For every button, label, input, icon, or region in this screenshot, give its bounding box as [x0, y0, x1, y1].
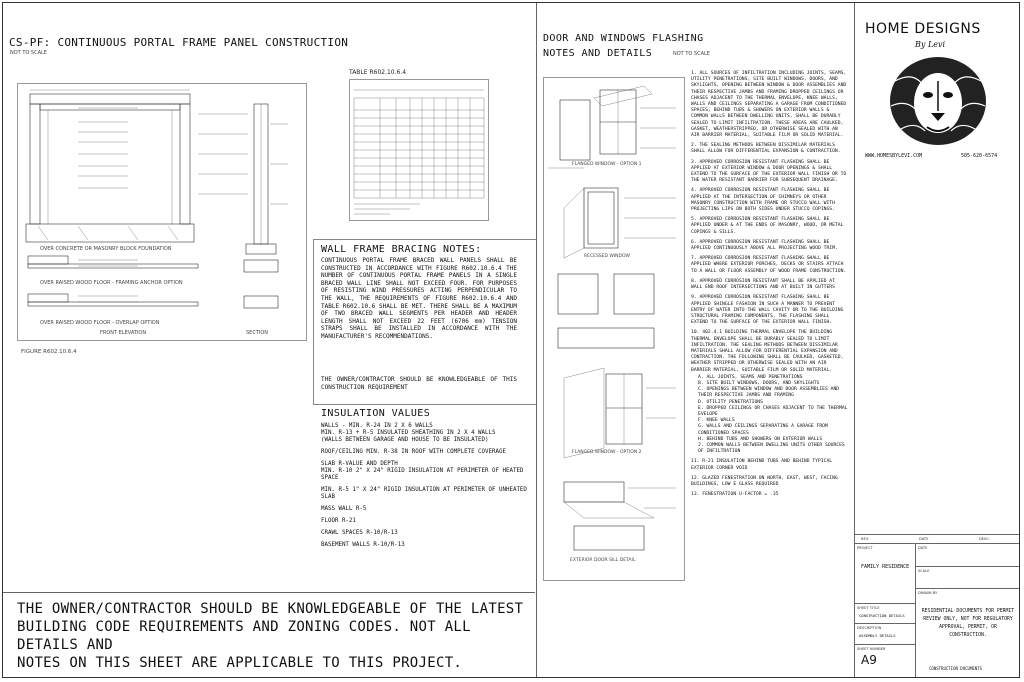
flashing-note-13: 13. FENESTRATION U-FACTOR = .35 [691, 492, 779, 498]
flashing-note-9: 9. APPROVED CORROSION RESISTANT FLASHING SHALL BE APPLIED SHINGLE FASHION IN SUCH A MANNER TO PREVENT ENTRY OF WATER INTO THE WALL CAVITY OR TO THE BUILDING STRUCTURAL FRAMING COMPONENTS. THE FLASHING SHALL EXTEND TO THE SURFACE OF THE EXTERIOR WALL FINISH. [691, 295, 844, 326]
tb-divider-rev [854, 543, 1020, 544]
door-windows-scale: NOT TO SCALE [673, 51, 710, 57]
caption-flanged-1: FLANGED WINDOW - OPTION 1 [572, 162, 642, 167]
tb-sheet-number: A9 [861, 653, 877, 667]
table-title: TABLE R602.10.6.4 [349, 69, 407, 76]
flashing-details-svg [544, 78, 684, 580]
tb-project-value: FAMILY RESIDENCE [861, 564, 910, 570]
caption-flanged-2: FLANGED WINDOW - OPTION 2 [572, 450, 642, 455]
bracing-table [349, 79, 489, 221]
flashing-sub-item: B. SITE BUILT WINDOWS, DOORS, AND SKYLIGHTS [698, 380, 820, 386]
owner-contractor-note: THE OWNER/CONTRACTOR SHOULD BE KNOWLEDGEABLE OF THE LATEST BUILDING CODE REQUIREMENTS AND ZONING CODES. NOT ALL DETAILS AND NOTES ON THIS SHEET ARE APPLICABLE TO THIS PROJECT. [17, 601, 524, 671]
company-website: WWW.HOMESBYLEVI.COM [865, 153, 923, 159]
wall-bracing-paragraph-1: CONTINUOUS PORTAL FRAME BRACED WALL PANELS SHALL BE CONSTRUCTED IN ACCORDANCE WITH FIGURE R602.10.6.4 THE NUMBER OF CONTINUOUS PORTAL FRAME PANELS IN A SINGLE BRACED WALL LINE SHALL NOT EXCEED FOUR. FOR PURPOSES OF RESISTING WIND PRESSURES ACTING PERPENDICULAR TO THE WALL, THE REQUIREMENTS OF FIGURE R602.10.6.4 AND TABLE R602.10.6 SHALL BE MET. THERE SHALL BE A MAXIMUM OF TWO BRACED WALL SEGMENTS PER HEADER AND HEADER LENGTH SHALL NOT EXCEED 22 FEET (6706 mm) TENSION STRAPS SHALL BE INSTALLED IN ACCORDANCE WITH THE MANUFACTURER'S RECOMMENDATIONS. [321, 257, 517, 340]
door-windows-title-2: NOTES AND DETAILS [543, 48, 653, 59]
figure-label: FIGURE R602.10.6.4 [21, 349, 77, 355]
flashing-note-4: 4. APPROVED CORROSION RESISTANT FLASHING SHALL BE APPLIED AT THE INTERSECTION OF CHIMNEYS OR OTHER MASONRY CONSTRUCTION WITH FRAME OR STUCCO WALL WITH PROJECTING LIPS ON BOTH SIDES UNDER STUCCO COPINGS. [691, 188, 835, 213]
tb-divider-project [854, 603, 915, 604]
lion-logo-icon [883, 51, 993, 147]
tb-date-header: DATE [919, 537, 929, 541]
tb-sheet-title-label: SHEET TITLE [857, 606, 880, 610]
insulation-roof: ROOF/CEILING MIN. R-38 IN ROOF WITH COMPLETE COVERAGE [321, 449, 506, 455]
flashing-sub-item: G. WALLS AND CEILINGS SEPARATING A GARAGE FROM CONDITIONED SPACES [698, 424, 828, 436]
bracing-table-grid [350, 80, 488, 220]
tb-vertical-divider [915, 543, 916, 678]
company-name: HOME DESIGNS [865, 21, 981, 37]
detail-label-anchor: OVER RAISED WOOD FLOOR - FRAMING ANCHOR OPTION [40, 280, 183, 286]
flashing-sub-item: F. KNEE WALLS [698, 418, 735, 424]
flashing-note-7: 7. APPROVED CORROSION RESISTANT FLASHING SHALL BE APPLIED WHERE EXTERIOR PORCHES, DECKS OR STAIRS ATTACH TO A WALL OR FLOOR ASSEMBLY OF WOOD FRAME CONSTRUCTION. [691, 256, 847, 274]
tb-divider-sheet [854, 623, 915, 624]
tb-project-label: PROJECT [857, 546, 873, 550]
tb-description-value: ASSEMBLY DETAILS [859, 633, 896, 638]
tb-date-label: DATE [918, 546, 928, 550]
flashing-note-8: 8. APPROVED CORROSION RESISTANT SHALL BE APPLIED AT WALL END ROOF INTERSECTIONS AND AT BUILT IN GUTTERS [691, 278, 835, 291]
portal-frame-title: CS-PF: CONTINUOUS PORTAL FRAME PANEL CONSTRUCTION [9, 36, 349, 49]
tb-rev-header: REV. [861, 537, 869, 541]
company-phone: 505-620-6574 [961, 153, 998, 159]
flashing-sub-item: H. BEHIND TUBS AND SHOWERS ON EXTERIOR WALLS [698, 436, 823, 442]
tb-divider-desc [854, 644, 915, 645]
insulation-basement: BASEMENT WALLS R-10/R-13 [321, 542, 405, 548]
insulation-title: INSULATION VALUES [321, 408, 431, 419]
tb-desc-header: DESC. [979, 537, 990, 541]
flashing-note-2: 2. THE SEALING METHODS BETWEEN DISSIMILAR MATERIALS SHALL ALLOW FOR DIFFERENTIAL EXPANSION & CONTRACTION. [691, 143, 841, 155]
flashing-notes [691, 71, 849, 502]
flashing-note-6: 6. APPROVED CORROSION RESISTANT FLASHING SHALL BE APPLIED CONTINUOUSLY ABOVE ALL PROJECTING WOOD TRIM. [691, 239, 838, 252]
flashing-details-drawing [543, 77, 685, 581]
portal-frame-scale: NOT TO SCALE [10, 50, 47, 56]
column-divider-2 [854, 3, 855, 678]
portal-frame-elevation-drawing [18, 84, 306, 340]
tb-sheet-title-value: CONSTRUCTION DETAILS [859, 613, 905, 618]
section-caption: SECTION [246, 330, 269, 336]
portal-frame-drawing [17, 83, 307, 341]
flashing-sub-item: D. UTILITY PENETRATIONS [698, 399, 763, 405]
flashing-sub-item: C. OPENINGS BETWEEN WINDOW AND DOOR ASSEMBLIES AND THEIR RESPECTIVE JAMBS AND FRAMING [698, 387, 840, 399]
caption-recessed: RECESSED WINDOW [584, 254, 631, 259]
front-elevation-caption: FRONT ELEVATION [100, 330, 147, 336]
flashing-sub-item: E. DROPPED CEILINGS OR CHASES ADJACENT TO THE THERMAL EVELOPE [698, 405, 848, 417]
tb-sheet-number-label: SHEET NUMBER [857, 647, 886, 651]
insulation-walls: WALLS - MIN. R-24 IN 2 X 6 WALLS MIN. R-13 + R-5 INSULATED SHEATHING IN 2 X 4 WALLS (WALLS BETWEEN GARAGE AND HOUSE TO BE INSULATED) [321, 423, 496, 443]
bottom-divider [3, 592, 535, 593]
insulation-unheated-slab: MIN. R-5 1" X 24" RIGID INSULATION AT PERIMETER OF UNHEATED SLAB [321, 487, 527, 500]
flashing-note-5: 5. APPROVED CORROSION RESISTANT FLASHING SHALL BE APPLIED UNDER & AT THE ENDS OF MASONRY, WOOD, OR METAL COPINGS & SILLS. [691, 217, 844, 235]
flashing-note-11: 11. R-21 INSULATION BEHIND TUBS AND BEHIND TYPICAL EXTERIOR CORNER VOID [691, 459, 833, 471]
tb-footer: CONSTRUCTION DOCUMENTS [929, 666, 982, 671]
company-subtitle: By Levi [915, 40, 946, 49]
tb-divider-date [915, 566, 1020, 567]
flashing-sub-item: A. ALL JOINTS, SEAMS AND PENETRATIONS [698, 374, 803, 380]
tb-disclaimer: RESIDENTIAL DOCUMENTS FOR PERMIT REVIEW ONLY, NOT FOR REGULATORY APPROVAL, PERMIT, OR CONSTRUCTION. [921, 609, 1015, 638]
tb-divider-top [854, 534, 1020, 535]
flashing-note-3: 3. APPROVED CORROSION RESISTANT FLASHING SHALL BE APPLIED AT EXTERIOR WINDOW & DOOR OPENINGS & SHALL EXTEND TO THE SURFACE OF THE EXTERIOR WALL FINISH OR TO THE WATER RESISTANT BARRIER FOR SUBSEQUENT DRAINAGE. [691, 159, 847, 184]
wall-bracing-title: WALL FRAME BRACING NOTES: [321, 244, 482, 255]
insulation-list [321, 423, 531, 549]
door-windows-title-1: DOOR AND WINDOWS FLASHING [543, 33, 704, 44]
column-divider-1 [536, 3, 537, 678]
insulation-mass-wall: MASS WALL R-5 [321, 506, 367, 512]
tb-drawn-label: DRAWN BY [918, 591, 938, 595]
detail-label-overlap: OVER RAISED WOOD FLOOR - OVERLAP OPTION [40, 320, 160, 326]
flashing-note-1: 1. ALL SOURCES OF INFILTRATION INCLUDING JOINTS, SEAMS, UTILITY PENETRATIONS, SITE BUILT WINDOWS, DOORS, AND SKYLIGHTS, OPENING BETWEEN WINDOW & DOOR ASSEMBLIES AND THEIR RESPECTIVE JAMBS AND FRAMING DROPPED CEILINGS OR CHASES ADJACENT TO THE THERMAL ENVELOPE, KNEE WALLS, WALLS AND CEILINGS SEPARATING A GARAGE FROM CONDITIONED SPACES, BEHIND TUBS & SHOWERS ON EXTERIOR WALLS & COMMON WALLS BETWEEN DWELLING UNITS, SHALL BE DURABLY SEALED TO LIMIT INFILTRATION. THESE AREAS ARE CAULKED, GASKET, WEATHERSTRIPPED, OR OTHERWISE SEALED WITH AN AIR BARRIER MATERIAL, SUITABLE FILM OR SOLID MATERIAL. [691, 71, 847, 139]
flashing-sub-item: J. COMMON WALLS BETWEEN DWELLING UNITS OTHER SOURCES OF INFILTRATION [698, 442, 845, 455]
insulation-slab: SLAB R-VALUE AND DEPTH MIN. R-10 2" X 24" RIGID INSULATION AT PERIMETER OF HEATED SPACE [321, 461, 524, 481]
tb-description-label: DESCRIPTION [857, 626, 882, 630]
wall-bracing-paragraph-2: THE OWNER/CONTRACTOR SHOULD BE KNOWLEDGEABLE OF THIS CONSTRUCTION REQUIREMENT [321, 376, 517, 391]
flashing-note-12: 12. GLAZED FENESTRATION ON NORTH, EAST, WEST, FACING BUILDINGS, LOW E GLASS REQUIRED [691, 475, 838, 487]
drawing-sheet [2, 2, 1020, 678]
tb-divider-scale [915, 588, 1020, 589]
insulation-floor: FLOOR R-21 [321, 518, 356, 524]
insulation-crawl: CRAWL SPACES R-10/R-13 [321, 530, 398, 536]
tb-scale-label: SCALE [918, 569, 930, 573]
detail-label-concrete: OVER CONCRETE OR MASONRY BLOCK FOUNDATION [40, 246, 172, 252]
flashing-note-10: 10. 402.4.1 BUILDING THERMAL ENVELOPE THE BUILDING THERMAL ENVELOPE SHALL BE DURABLY SEALED TO LIMIT INFILTRATION. THE SEALING METHODS BETWEEN DISSIMILAR MATERIALS SHALL ALLOW FOR DIFFERENTIAL EXPANSION AND CONTRACTION. THE FOLLOWING SHALL BE CAULKED, GASKETED, WEATHER STRIPPED OR OTHERWISE SEALED WITH AN AIR BARRIER MATERIAL, SUITABLE FILM OR SOLID MATERIAL. [691, 330, 844, 373]
flashing-sub-list [691, 375, 849, 456]
caption-door-sill: EXTERIOR DOOR SILL DETAIL [570, 558, 636, 563]
